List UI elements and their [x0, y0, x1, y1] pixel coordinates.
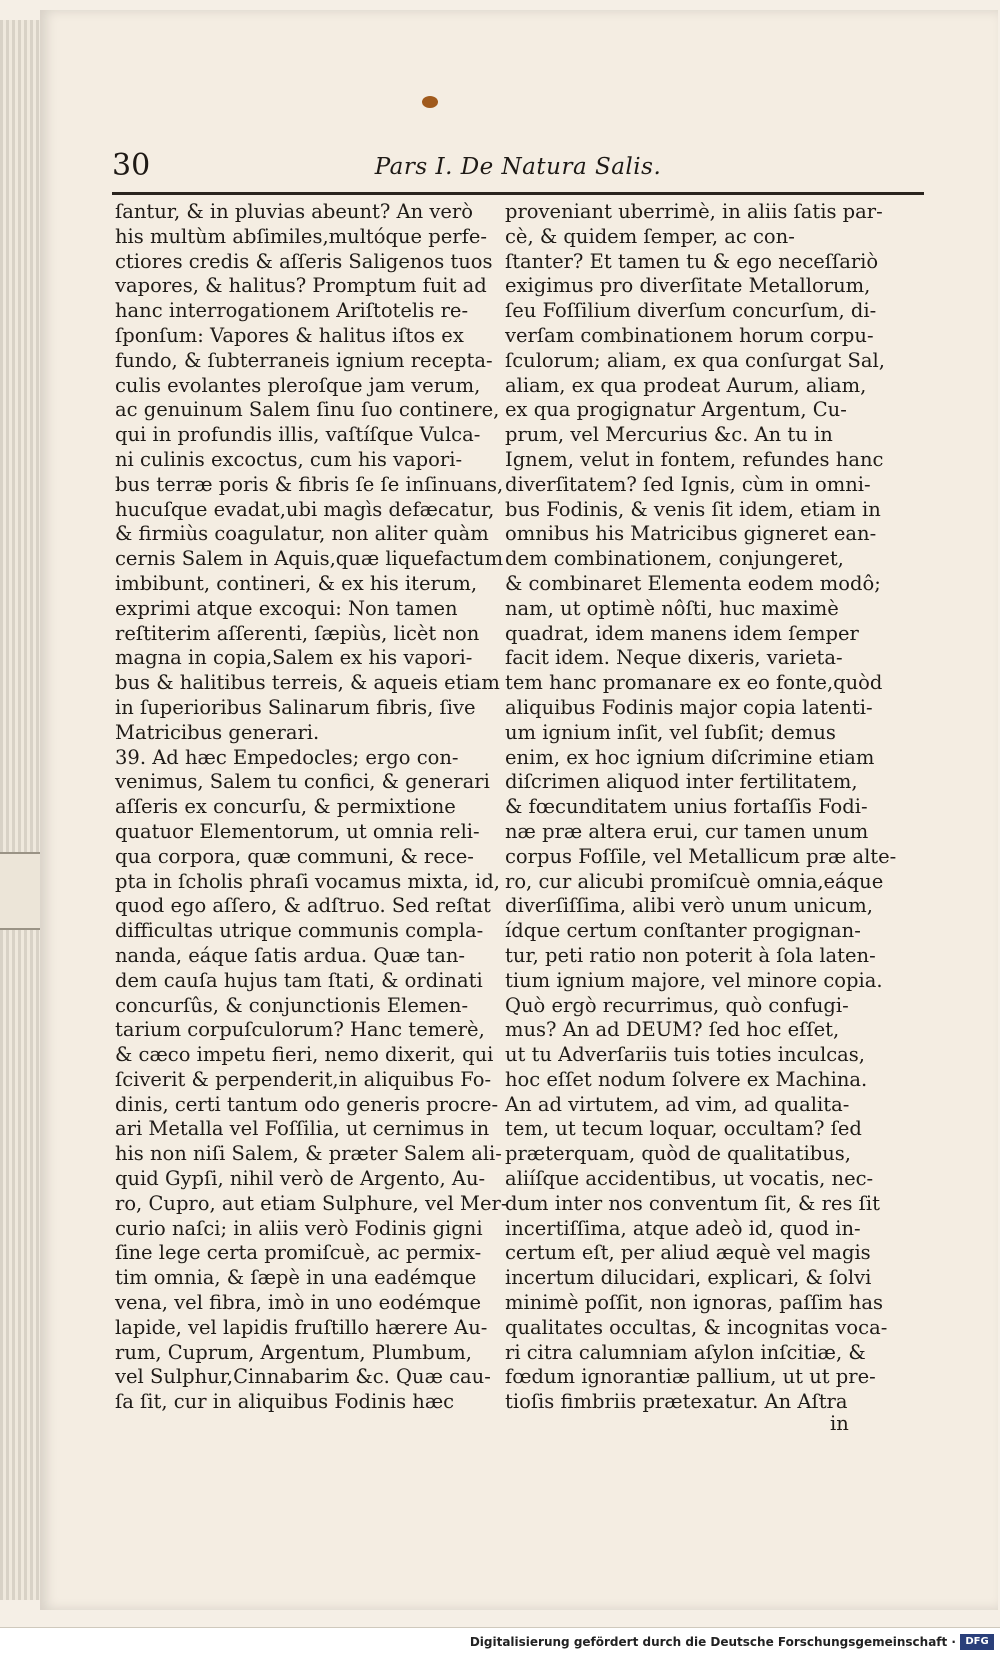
text-line: magna in copia,Salem ex his vapori-	[115, 646, 473, 670]
text-line: 39. Ad hæc Empedocles; ergo con-	[115, 745, 459, 769]
text-line: diverſitatem? ſed Ignis, cùm in omni-	[505, 472, 871, 496]
text-line: vel Sulphur,Cinnabarim &c. Quæ cau-	[115, 1365, 491, 1389]
text-line: exigimus pro diverſitate Metallorum,	[505, 274, 871, 298]
text-line: incertiſſima, atque adeò id, quod in-	[505, 1216, 861, 1240]
ink-stain	[422, 96, 438, 108]
text-line: ri citra calumniam aſylon inſcitiæ, &	[505, 1340, 866, 1364]
text-line: mus? An ad DEUM? ſed hoc eſſet,	[505, 1018, 840, 1042]
text-line: vapores, & halitus? Promptum fuit ad	[115, 274, 487, 298]
text-line: qua corpora, quæ communi, & rece-	[115, 844, 474, 868]
text-line: næ præ altera erui, cur tamen unum	[505, 819, 869, 843]
text-line: ac genuinum Salem ſinu ſuo continere,	[115, 398, 500, 422]
text-line: omnibus his Matricibus gigneret ean-	[505, 522, 877, 546]
text-line: nanda, eáque ſatis ardua. Quæ tan-	[115, 943, 466, 967]
text-line: ex qua progignatur Argentum, Cu-	[505, 398, 847, 422]
text-line: tem, ut tecum loquar, occultam? ſed	[505, 1117, 862, 1141]
text-line: tem hanc promanare ex eo fonte,quòd	[505, 671, 883, 695]
text-line: quatuor Elementorum, ut omnia reli-	[115, 819, 480, 843]
text-line: qui in profundis illis, vaſtíſque Vulca-	[115, 423, 481, 447]
text-line: hanc interrogationem Ariſtotelis re-	[115, 299, 469, 323]
text-line: aliquibus Fodinis major copia latenti-	[505, 695, 873, 719]
text-line: quod ego aſſero, & adſtruo. Sed reſtat	[115, 894, 491, 918]
footer-bar	[0, 1627, 1000, 1654]
text-line: & combinaret Elementa eodem modô;	[505, 571, 881, 595]
text-line: concurſûs, & conjunctionis Elemen-	[115, 993, 469, 1017]
text-line: tium ignium majore, vel minore copia.	[505, 968, 883, 992]
text-line: ſantur, & in pluvias abeunt? An verò	[115, 200, 473, 223]
page-header	[112, 148, 924, 195]
text-line: dem cauſa hujus tam ſtati, & ordinati	[115, 968, 483, 992]
text-line: incertum dilucidari, explicari, & ſolvi	[505, 1266, 872, 1290]
text-line: præterquam, quòd de qualitatibus,	[505, 1142, 851, 1166]
text-line: Quò ergò recurrimus, quò confugi-	[505, 993, 849, 1017]
text-line: dinis, certi tantum odo generis procre-	[115, 1092, 499, 1116]
text-line: Ignem, velut in fontem, refundes hanc	[505, 447, 884, 471]
text-line: in ſuperioribus Salinarum fibris, ſive	[115, 695, 476, 719]
text-line: difficultas utrique communis compla-	[115, 919, 484, 943]
text-line: exprimi atque excoqui: Non tamen	[115, 596, 458, 620]
page-number: 30	[112, 148, 151, 183]
text-line: certum eſt, per aliud æquè vel magis	[505, 1241, 871, 1265]
text-line: nam, ut optimè nôſti, huc maximè	[505, 596, 839, 620]
text-line: bus Fodinis, & venis ſit idem, etiam in	[505, 497, 881, 521]
text-line: qualitates occultas, & incognitas voca-	[505, 1315, 888, 1339]
text-line: ſine lege certa promiſcuè, ac permix-	[115, 1241, 482, 1265]
text-line: proveniant uberrimè, in aliis ſatis par-	[505, 200, 883, 223]
text-line: ctiores credis & aſſeris Saligenos tuos	[115, 249, 493, 273]
book-page-edges	[0, 20, 41, 1600]
text-line: ſculorum; aliam, ex qua conſurgat Sal,	[505, 348, 885, 372]
text-line: fundo, & ſubterraneis ignium recepta-	[115, 348, 493, 372]
left-text-column	[115, 200, 508, 1415]
text-line: quid Gypſi, nihil verò de Argento, Au-	[115, 1167, 486, 1191]
running-title: Pars I. De Natura Salis.	[374, 154, 662, 180]
text-line: & fœcunditatem unius fortaſſis Fodi-	[505, 795, 868, 819]
text-line: prum, vel Mercurius &c. An tu in	[505, 423, 833, 447]
text-line: vena, vel fibra, imò in uno eodémque	[115, 1291, 482, 1315]
text-line: tarium corpuſculorum? Hanc temerè,	[115, 1018, 485, 1042]
text-line: rum, Cuprum, Argentum, Plumbum,	[115, 1340, 472, 1364]
text-line: tioſis fimbriis prætexatur. An Aſtra	[505, 1390, 848, 1414]
text-line: reſtiterim aſſerenti, ſæpiùs, licèt non	[115, 621, 480, 645]
text-line: Matricibus generari.	[115, 720, 320, 744]
text-line: corpus Foſſile, vel Metallicum præ alte-	[505, 844, 897, 868]
text-line: diſcrimen aliquod inter fertilitatem,	[505, 770, 858, 794]
text-line: ſciverit & perpenderit,in aliquibus Fo-	[115, 1067, 492, 1091]
text-line: ſtanter? Et tamen tu & ego neceſſariò	[505, 249, 879, 273]
catchword: in	[830, 1412, 849, 1435]
text-line: ari Metalla vel Foſſilia, ut cernimus in	[115, 1117, 490, 1141]
text-line: & cæco impetu fieri, nemo dixerit, qui	[115, 1043, 494, 1067]
text-line: imbibunt, contineri, & ex his iterum,	[115, 571, 478, 595]
text-line: his non niſi Salem, & præter Salem ali-	[115, 1142, 502, 1166]
text-line: diverſiſſima, alibi verò unum unicum,	[505, 894, 873, 918]
text-line: ídque certum conſtanter progignan-	[505, 919, 861, 943]
text-line: ni culinis excoctus, cum his vapori-	[115, 447, 463, 471]
text-line: facit idem. Neque dixeris, varieta-	[505, 646, 843, 670]
text-line: ro, cur alicubi promiſcuè omnia,eáque	[505, 869, 884, 893]
text-line: minimè poſſit, non ignoras, paſſim has	[505, 1291, 883, 1315]
text-line: aſſeris ex concurſu, & permixtione	[115, 795, 456, 819]
footer-credit: Digitalisierung gefördert durch die Deutsche Forschungsgemeinschaft ·	[469, 1635, 956, 1649]
text-line: um ignium inſit, vel ſubſit; demus	[505, 720, 836, 744]
text-line: bus & halitibus terreis, & aqueis etiam	[115, 671, 500, 695]
text-line: aliam, ex qua prodeat Aurum, aliam,	[505, 373, 867, 397]
text-line: cè, & quidem ſemper, ac con-	[505, 224, 795, 248]
dfg-logo: DFG	[960, 1634, 994, 1650]
text-line: ro, Cupro, aut etiam Sulphure, vel Mer-	[115, 1191, 508, 1215]
text-line: aliíſque accidentibus, ut vocatis, nec-	[505, 1167, 874, 1191]
text-line: quadrat, idem manens idem ſemper	[505, 621, 859, 645]
text-line: tim omnia, & ſæpè in una eadémque	[115, 1266, 477, 1290]
text-line: curio naſci; in aliis verò Fodinis gigni	[115, 1216, 483, 1240]
text-line: fœdum ignorantiæ pallium, ut ut pre-	[505, 1365, 876, 1389]
text-line: dum inter nos conventum ſit, & res ſit	[505, 1191, 880, 1215]
text-line: dem combinationem, conjungeret,	[505, 547, 844, 571]
text-line: lapide, vel lapidis fruſtillo hærere Au-	[115, 1315, 488, 1339]
text-line: verſam combinationem horum corpu-	[505, 323, 874, 347]
text-line: culis evolantes pleroſque jam verum,	[115, 373, 481, 397]
text-line: pta in ſcholis phraſi vocamus mixta, id,	[115, 869, 500, 893]
text-line: ut tu Adverſariis tuis toties inculcas,	[505, 1043, 865, 1067]
text-line: his multùm abſimiles,multóque perfe-	[115, 224, 487, 248]
text-line: ſeu Foſſilium diverſum concurſum, di-	[505, 299, 877, 323]
text-line: ſa ſit, cur in aliquibus Fodinis hæc	[115, 1390, 455, 1414]
text-line: An ad virtutem, ad vim, ad qualita-	[505, 1092, 850, 1116]
right-text-column	[505, 200, 913, 1415]
text-line: enim, ex hoc ignium diſcrimine etiam	[505, 745, 875, 769]
text-line: hoc eſſet nodum ſolvere ex Machina.	[505, 1067, 868, 1091]
text-line: ſponſum: Vapores & halitus iſtos ex	[115, 323, 464, 347]
text-line: & firmiùs coagulatur, non aliter quàm	[115, 522, 489, 546]
text-line: tur, peti ratio non poterit à ſola laten-	[505, 943, 876, 967]
text-line: hucuſque evadat,ubi magìs defæcatur,	[115, 497, 495, 521]
text-line: venimus, Salem tu confici, & generari	[115, 770, 490, 794]
text-line: bus terræ poris & fibris ſe ſe inſinuans,	[115, 472, 504, 496]
text-line: cernis Salem in Aquis,quæ liquefactum	[115, 547, 504, 571]
